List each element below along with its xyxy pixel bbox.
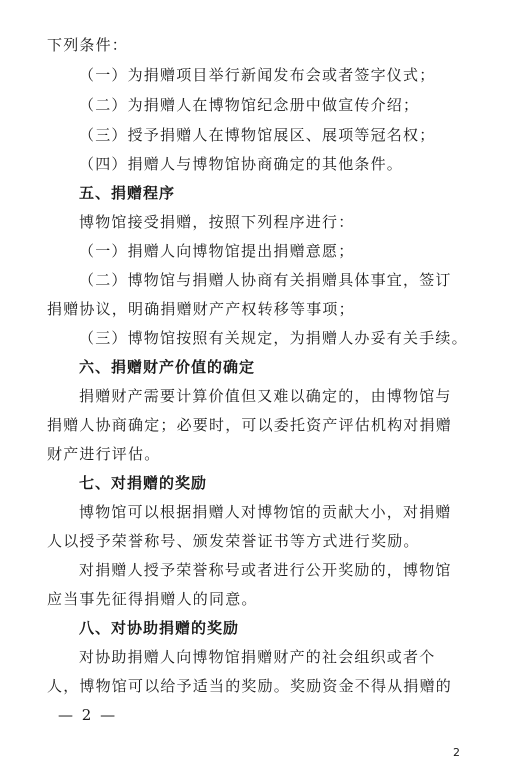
list-item: （二）为捐赠人在博物馆纪念册中做宣传介绍； (79, 96, 420, 114)
section-heading: 八、对协助捐赠的奖励 (79, 619, 240, 637)
list-item: （四）捐赠人与博物馆协商确定的其他条件。 (79, 155, 404, 173)
section-heading: 六、捐赠财产价值的确定 (79, 358, 256, 376)
text-line: 对捐赠人授予荣誉称号或者进行公开奖励的，博物馆 (79, 561, 452, 579)
text-line: 下列条件： (47, 36, 129, 54)
list-item: （二）博物馆与捐赠人协商有关捐赠具体事宜，签订 (79, 271, 452, 289)
list-item: （三）博物馆按照有关规定，为捐赠人办妥有关手续。 (79, 329, 468, 347)
text-line: 人以授予荣誉称号、颁发荣誉证书等方式进行奖励。 (47, 532, 420, 550)
text-line: 博物馆接受捐赠，按照下列程序进行： (79, 213, 355, 231)
page-footer: — 2 — (58, 706, 118, 724)
text-line: 捐赠财产需要计算价值但又难以确定的，由博物馆与 (79, 387, 452, 405)
text-line: 博物馆可以根据捐赠人对博物馆的贡献大小，对捐赠 (79, 503, 452, 521)
text-line: 财产进行评估。 (47, 445, 161, 463)
text-line: 人，博物馆可以给予适当的奖励。奖励资金不得从捐赠的 (47, 677, 453, 695)
text-line: 对协助捐赠人向博物馆捐赠财产的社会组织或者个 (79, 648, 436, 666)
page-number: 2 (453, 746, 460, 759)
text-line: 捐赠人协商确定；必要时，可以委托资产评估机构对捐赠 (47, 416, 453, 434)
text-line: 捐赠协议，明确捐赠财产产权转移等事项； (47, 300, 355, 318)
list-item: （一）捐赠人向博物馆提出捐赠意愿； (79, 242, 355, 260)
text-line: 应当事先征得捐赠人的同意。 (47, 590, 258, 608)
list-item: （一）为捐赠项目举行新闻发布会或者签字仪式； (79, 66, 436, 84)
section-heading: 七、对捐赠的奖励 (79, 474, 208, 492)
section-heading: 五、捐赠程序 (79, 184, 176, 202)
list-item: （三）授予捐赠人在博物馆展区、展项等冠名权； (79, 126, 436, 144)
